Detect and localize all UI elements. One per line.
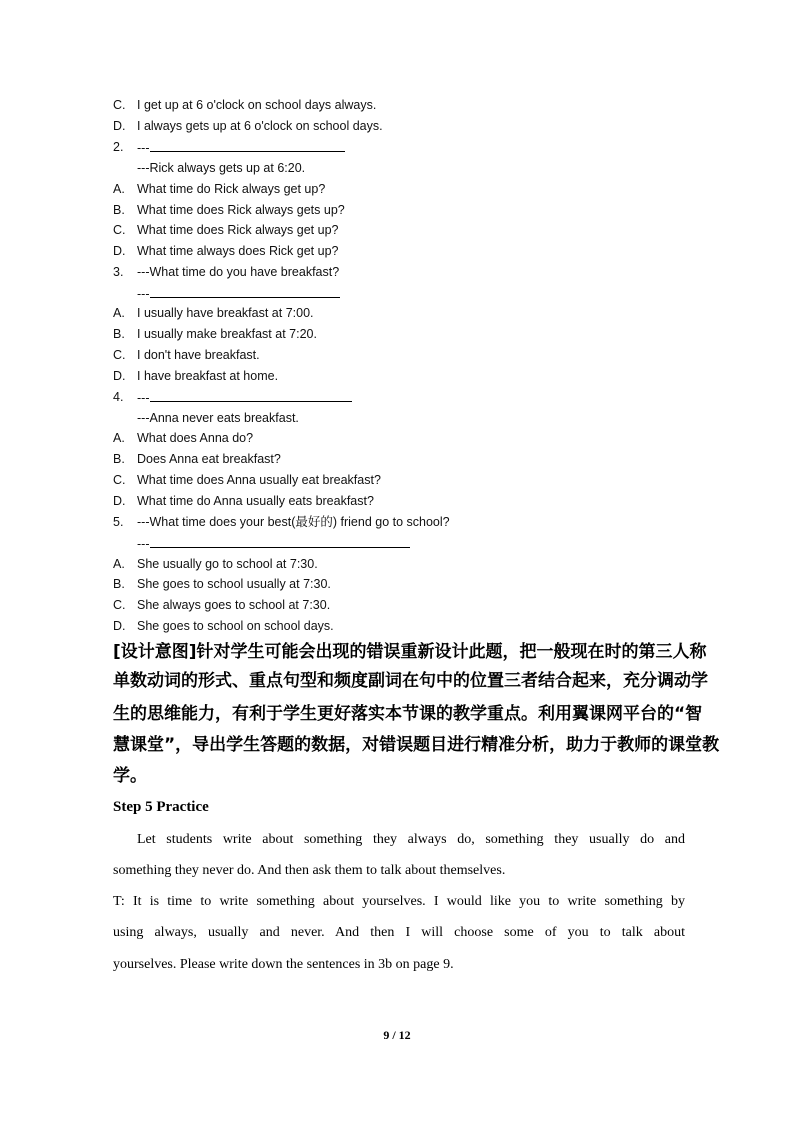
step5-paragraph: using always, usually and never. And then I will choose some of you to talk about [113, 925, 685, 940]
design-intent-line: 慧课堂”，导出学生答题的数据，对错误题目进行精准分析，助力于教师的课堂教 [113, 735, 720, 755]
design-intent-line: 生的思维能力，有利于学生更好落实本节课的教学重点。利用翼课网平台的“智 [113, 704, 703, 724]
step5-paragraph: T: It is time to write something about yourselves. I would like you to write something by [113, 894, 685, 909]
page-number: 9 / 12 [383, 1028, 411, 1042]
step5-paragraph: yourselves. Please write down the sentences in 3b on page 9. [113, 957, 454, 972]
design-intent-line: 单数动词的形式、重点句型和频度副词在句中的位置三者结合起来，充分调动学 [113, 671, 708, 691]
answer-blank [150, 389, 352, 402]
answer-blank [150, 535, 410, 548]
step5-paragraph: something they never do. And then ask them to talk about themselves. [113, 863, 506, 878]
step5-heading: Step 5 Practice [113, 799, 209, 815]
answer-blank [150, 139, 345, 152]
answer-blank [150, 285, 340, 298]
design-intent-line: [设计意图]针对学生可能会出现的错误重新设计此题，把一般现在时的第三人称 [113, 642, 707, 662]
step5-paragraph: Let students write about something they always do, something they usually do and [137, 832, 685, 847]
document-page: C. I get up at 6 o'clock on school days always. D. I always gets up at 6 o'clock on school days. 2. --- ---Rick always gets up at 6:20. A. What time do Rick always get up? B. What time does Rick always gets up? C. What time does Rick always get up? D. What time always does Rick get up? 3. ---What time do you have breakfast? --- A. I usually have breakfast at 7:00. B. I usually make breakfast at 7:20. C. I don't have breakfast. D. I have breakfast at home. 4. --- ---Anna never eats breakfast. A. What does Anna do? B. Does Anna eat breakfast? C. What time does Anna usually eat breakfast? D. What time do Anna usually eats breakfast? 5. ---What time does your best(最好的) friend go to school? --- A. She usually go to school at 7:30. B. She goes to school usually at 7:30. C. She always goes to school at 7:30. D. She goes to school on school days. [设计意图]针对学生可能会出现的错误重新设计此题，把一般现在时的第三人称 单数动词的形式、重点句型和频度副词在句中的位置三者结合起来，充分调动学 生的思维能力，有利于学生更好落实本节课的教学重点。利用翼课网平台的“智 慧课堂”，导出学生答题的数据，对错误题目进行精准分析，助力于教师的课堂教 学。 Step 5 Practice Let students write about something they always do, something they usually do and something they never do. And then ask them to talk about themselves. T: It is time to write something about yourselves. I would like you to write something by using always, usually and never. And then I will choose some of you to talk about yourselves. Please write down the sentences in 3b on page 9. 9 / 12 [0, 0, 794, 1123]
design-intent-line: 学。 [113, 766, 147, 786]
